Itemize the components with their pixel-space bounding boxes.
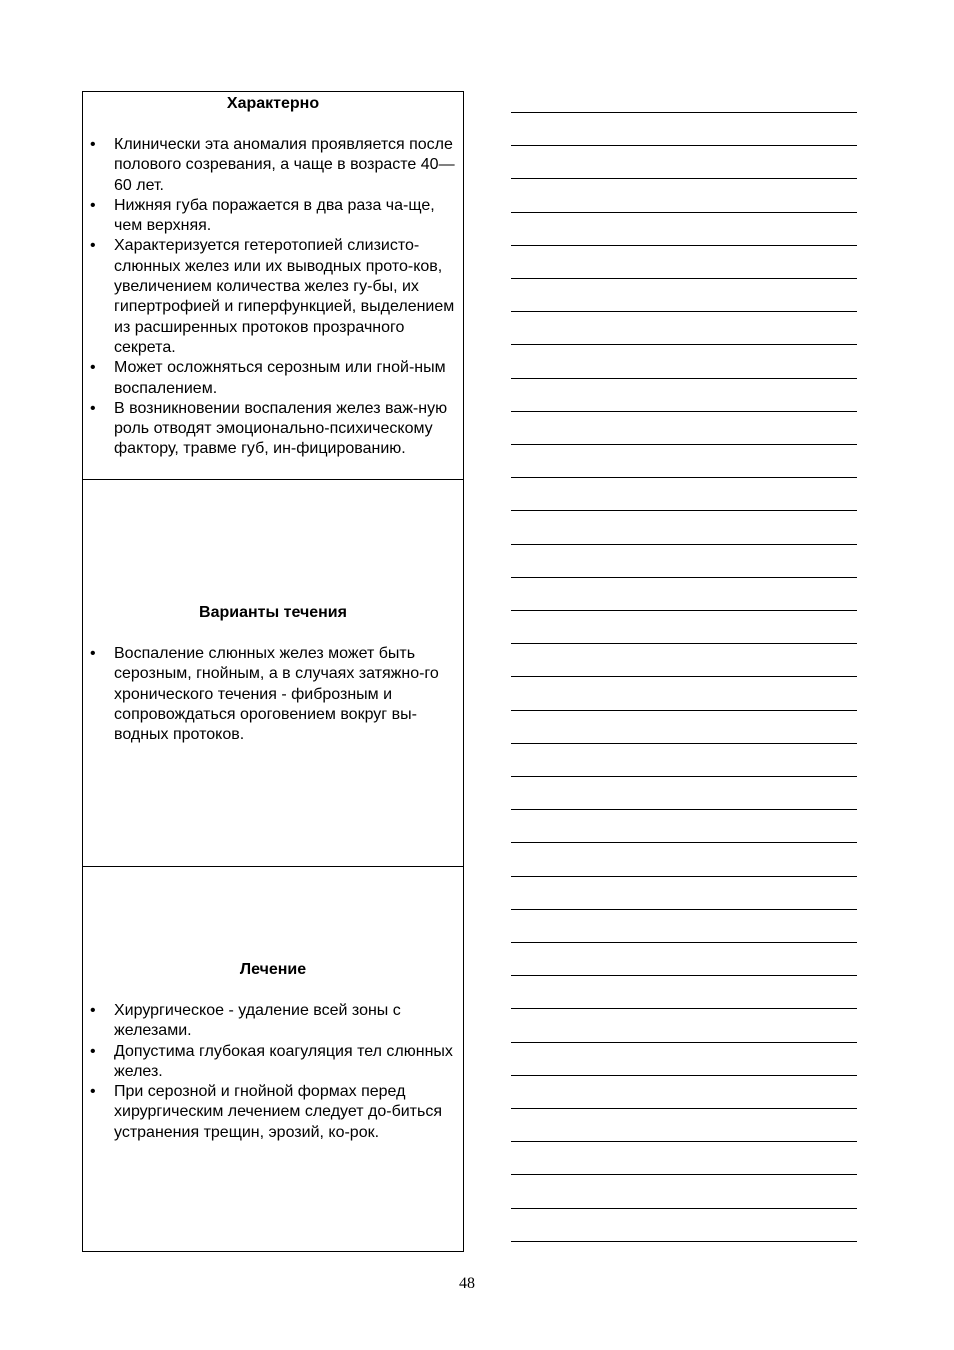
content-table bbox=[82, 91, 464, 1252]
note-line bbox=[511, 1241, 857, 1242]
note-line bbox=[511, 477, 857, 478]
note-line bbox=[511, 245, 857, 246]
note-line bbox=[511, 178, 857, 179]
note-line bbox=[511, 809, 857, 810]
note-line bbox=[511, 743, 857, 744]
note-line bbox=[511, 1141, 857, 1142]
note-line bbox=[511, 278, 857, 279]
note-lines bbox=[511, 0, 857, 1300]
list-item: • При серозной и гнойной формах перед хирургическим лечением следует до-биться устранения трещин, эрозий, ко-рок. bbox=[83, 1082, 463, 1143]
note-line bbox=[511, 1208, 857, 1209]
section-heading: Характерно bbox=[226, 95, 320, 112]
list-item: • Характеризуется гетеротопией слизисто-слюнных желез или их выводных прото-ков, увеличением количества желез гу-бы, их гипертрофией и гиперфункцией, выделением из расширенных протоков прозрачного секрета. bbox=[83, 236, 463, 358]
list-item: • Может осложняться серозным или гной-ным воспалением. bbox=[83, 358, 463, 399]
note-line bbox=[511, 145, 857, 146]
note-line bbox=[511, 411, 857, 412]
note-line bbox=[511, 544, 857, 545]
note-line bbox=[511, 577, 857, 578]
note-line bbox=[511, 1008, 857, 1009]
section-characteristic bbox=[83, 92, 463, 479]
note-line bbox=[511, 876, 857, 877]
note-line bbox=[511, 975, 857, 976]
page-number: 48 bbox=[459, 1275, 475, 1292]
list-item: • Хирургическое - удаление всей зоны с железами. bbox=[83, 1001, 463, 1042]
note-line bbox=[511, 444, 857, 445]
note-line bbox=[511, 776, 857, 777]
list-item: • Воспаление слюнных желез может быть серозным, гнойным, а в случаях затяжно-го хронического течения - фиброзным и сопровождаться ороговением вокруг вы-водных протоков. bbox=[83, 644, 463, 745]
section-heading: Варианты течения bbox=[199, 604, 347, 621]
note-line bbox=[511, 1108, 857, 1109]
note-line bbox=[511, 212, 857, 213]
note-line bbox=[511, 344, 857, 345]
list-item: • В возникновении воспаления желез важ-ную роль отводят эмоционально-психическому фактору, травме губ, ин-фицированию. bbox=[83, 399, 463, 460]
note-line bbox=[511, 1042, 857, 1043]
bullet-list bbox=[83, 135, 463, 460]
list-item: • Клинически эта аномалия проявляется после полового созревания, а чаще в возрасте 40—60 лет. bbox=[83, 135, 463, 196]
list-item: • Нижняя губа поражается в два раза ча-ще, чем верхняя. bbox=[83, 196, 463, 237]
note-line bbox=[511, 610, 857, 611]
note-line bbox=[511, 1174, 857, 1175]
section-treatment bbox=[83, 866, 463, 1251]
note-line bbox=[511, 676, 857, 677]
bullet-list bbox=[83, 644, 463, 745]
note-line bbox=[511, 311, 857, 312]
section-heading: Лечение bbox=[239, 961, 307, 978]
note-line bbox=[511, 643, 857, 644]
note-line bbox=[511, 510, 857, 511]
note-line bbox=[511, 378, 857, 379]
note-line bbox=[511, 909, 857, 910]
list-item: • Допустима глубокая коагуляция тел слюнных желез. bbox=[83, 1042, 463, 1083]
section-course-variants bbox=[83, 479, 463, 866]
note-line bbox=[511, 1075, 857, 1076]
note-line bbox=[511, 942, 857, 943]
note-line bbox=[511, 842, 857, 843]
note-line bbox=[511, 112, 857, 113]
note-line bbox=[511, 710, 857, 711]
bullet-list bbox=[83, 1001, 463, 1143]
